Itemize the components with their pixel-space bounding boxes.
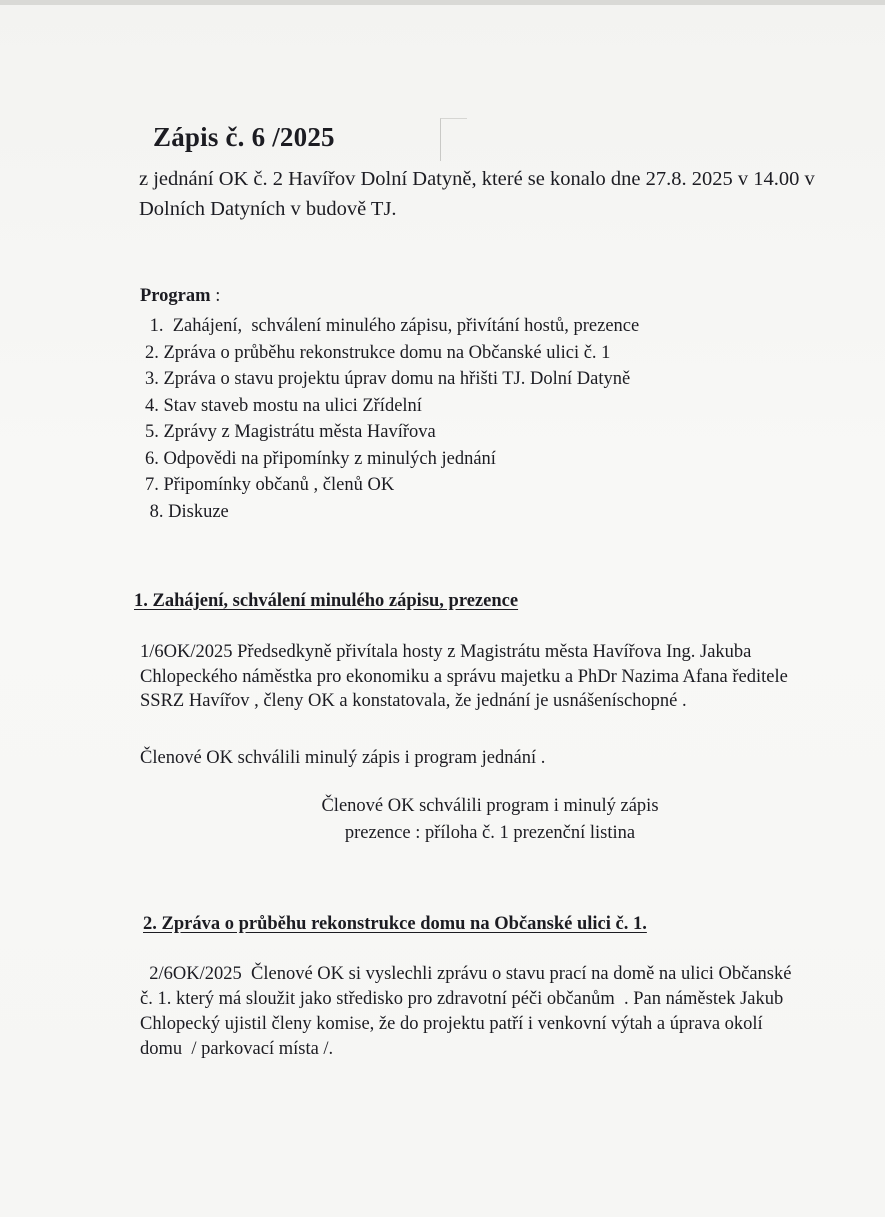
section2-body: 2/6OK/2025 Členové OK si vyslechli zprávu o stavu prací na domě na ulici Občanské č. 1. který má sloužit jako středisko pro zdravotní péči občanům . Pan náměstek Jakub Chlopecký ujistil členy komise, že do projektu patří i venkovní výtah a úprava okolí domu / parkovací místa /.	[140, 964, 797, 1059]
program-heading	[140, 286, 220, 307]
section1-heading: 1. Zahájení, schválení minulého zápisu, prezence	[134, 591, 519, 611]
program-item: 8. Diskuze	[145, 501, 229, 522]
program-item: 1. Zahájení, schválení minulého zápisu, přivítání hostů, prezence	[145, 316, 640, 336]
document-title: Zápis č. 6 /2025	[153, 122, 335, 152]
program-item: 4. Stav staveb mostu na ulici Zřídelní	[145, 395, 422, 416]
paper-mark	[440, 118, 467, 161]
resolution-line: Členové OK schválili program i minulý zápis	[321, 796, 659, 816]
program-item: 2. Zpráva o průběhu rekonstrukce domu na Občanské ulici č. 1	[145, 342, 611, 363]
program-item: 6. Odpovědi na připomínky z minulých jednání	[145, 448, 496, 469]
program-item: 7. Připomínky občanů , členů OK	[145, 475, 395, 495]
section1-resolution	[240, 793, 740, 847]
program-item: 3. Zpráva o stavu projektu úprav domu na hřišti TJ. Dolní Datyně	[145, 369, 631, 389]
program-list	[145, 313, 639, 525]
section1-body: 1/6OK/2025 Předsedkyně přivítala hosty z Magistrátu města Havířova Ing. Jakuba Chlopeckého náměstka pro ekonomiku a správu majetku a PhDr Nazima Afana ředitele SSRZ Havířov , členy OK a konstatovala, že jednání je usnášeníschopné .	[140, 642, 788, 711]
section2-heading: 2. Zpráva o průběhu rekonstrukce domu na Občanské ulici č. 1.	[143, 914, 647, 934]
section1-approval: Členové OK schválili minulý zápis i program jednání .	[140, 748, 546, 768]
program-item: 5. Zprávy z Magistrátu města Havířova	[145, 422, 436, 442]
program-colon: :	[210, 286, 221, 306]
program-label: Program	[140, 286, 211, 306]
scan-edge	[0, 0, 885, 5]
document-subtitle: z jednání OK č. 2 Havířov Dolní Datyně, které se konalo dne 27.8. 2025 v 14.00 v Dolních Datyních v budově TJ.	[139, 168, 815, 220]
resolution-line: prezence : příloha č. 1 prezenční listina	[344, 823, 636, 843]
